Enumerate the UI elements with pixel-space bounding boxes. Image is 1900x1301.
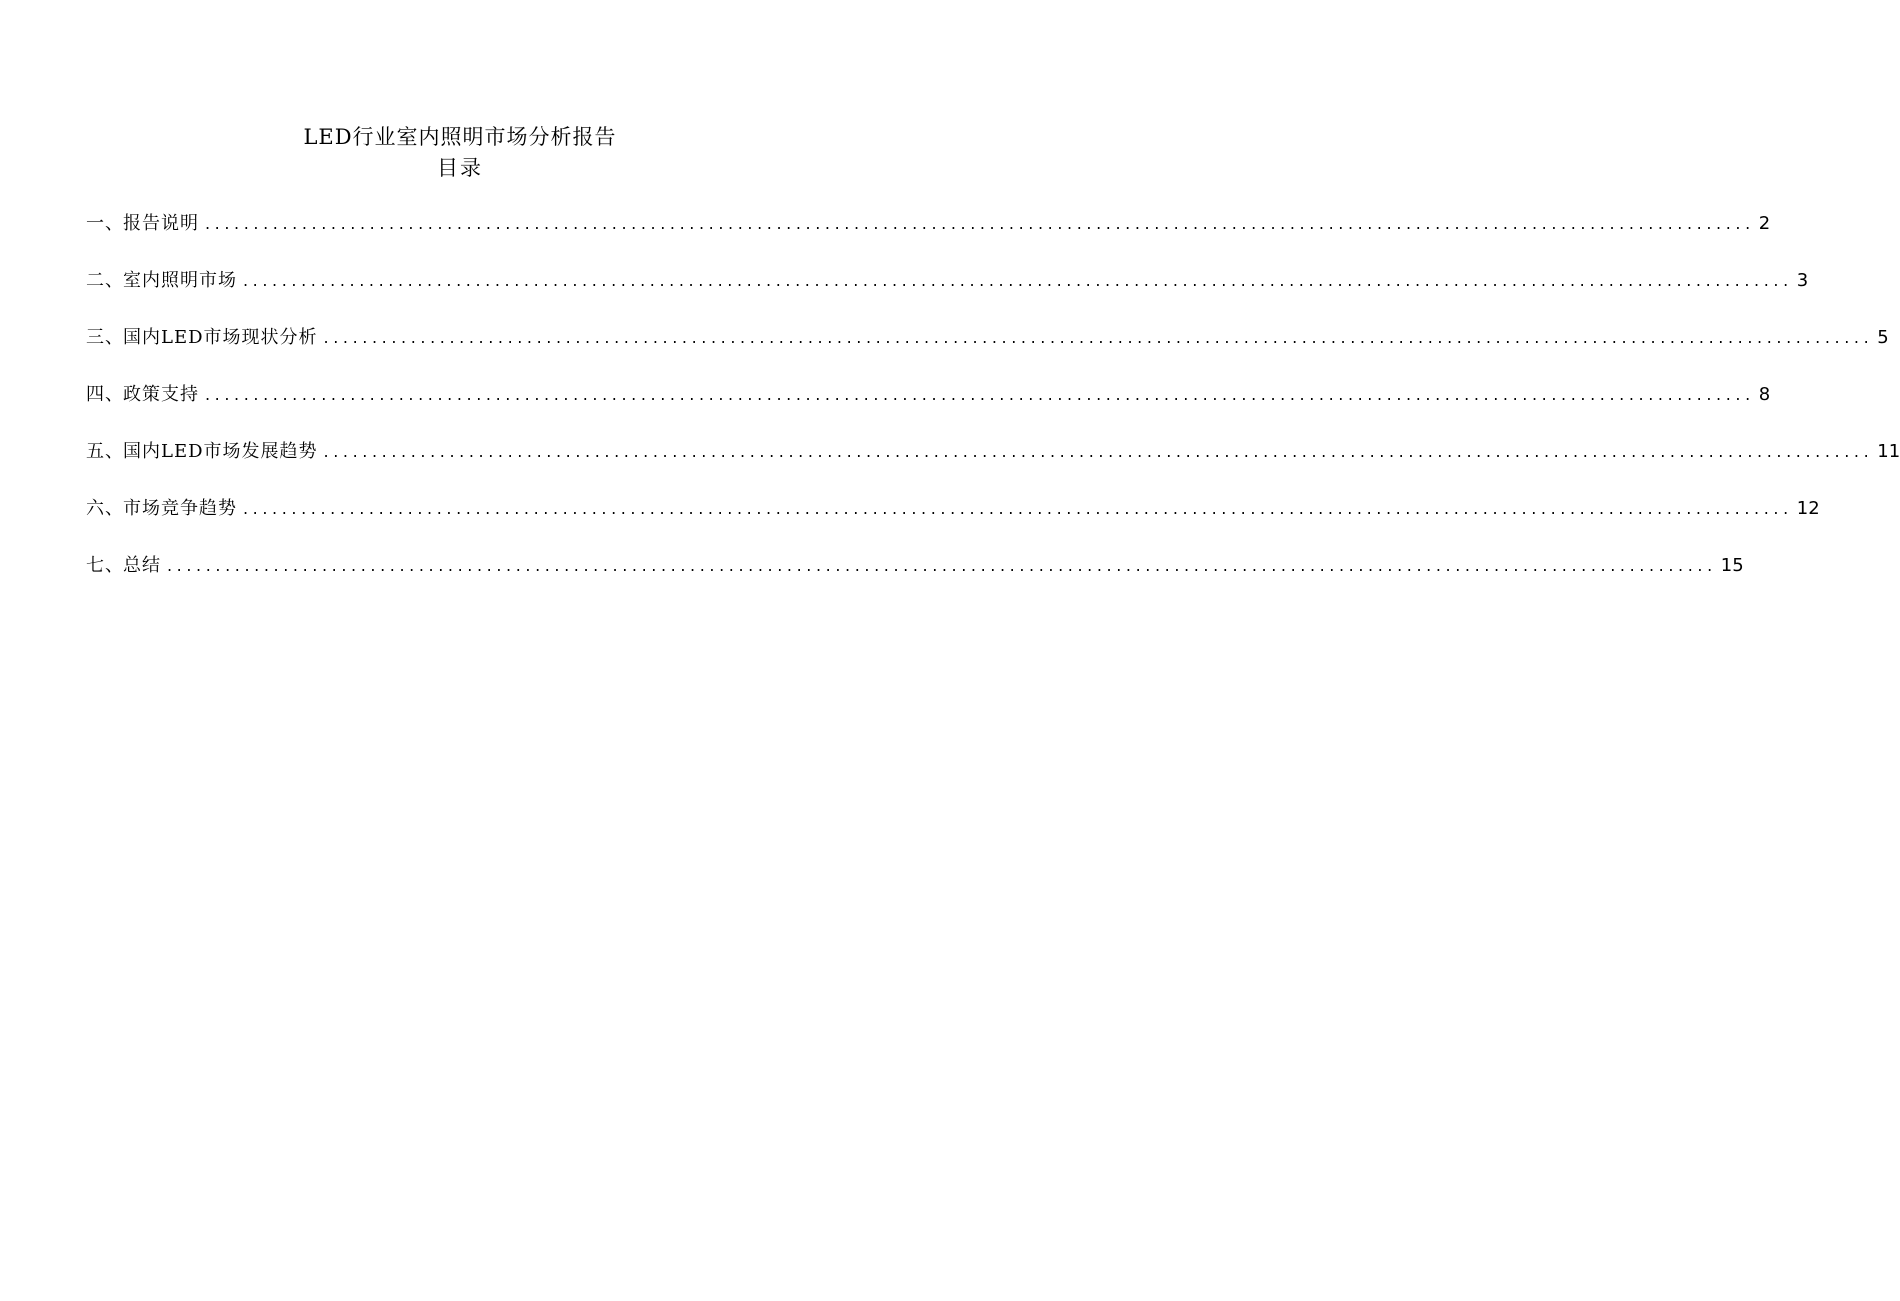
toc-entry-separator: 、 [105, 498, 123, 519]
toc-page-number: 3 [1796, 270, 1809, 291]
toc-entry-6[interactable] [86, 493, 1820, 550]
toc-entry-3[interactable] [86, 322, 1889, 379]
toc-entry-title: 市场竞争趋势 [123, 498, 237, 519]
toc-page-number: 11 [1877, 441, 1900, 462]
toc-entry-separator: 、 [105, 270, 123, 291]
toc-entry-title: 总结 [123, 555, 161, 576]
toc-entry-5[interactable] [86, 436, 1900, 493]
toc-page-number: 5 [1877, 327, 1889, 348]
toc-entry-number: 三 [86, 327, 105, 348]
toc-entry-number: 四 [86, 384, 105, 405]
toc-entry-1[interactable] [86, 208, 1771, 265]
table-of-contents [86, 208, 1900, 607]
toc-entry-separator: 、 [105, 384, 123, 405]
toc-entry-number: 二 [86, 270, 105, 291]
toc-leader-dots: ................................................................................................................................................................ [167, 556, 1717, 575]
toc-entry-4[interactable] [86, 379, 1771, 436]
toc-leader-dots: ................................................................................................................................................................ [205, 385, 1755, 404]
toc-leader-dots: ................................................................................................................................................................ [243, 271, 1793, 290]
toc-entry-title: 政策支持 [123, 384, 199, 405]
toc-entry-separator: 、 [105, 555, 123, 576]
toc-entry-title: 报告说明 [123, 213, 199, 234]
toc-leader-dots: ................................................................................................................................................................ [323, 442, 1874, 461]
toc-leader-dots: ................................................................................................................................................................ [205, 214, 1755, 233]
toc-entry-separator: 、 [105, 441, 123, 462]
toc-entry-title: 国内LED市场现状分析 [123, 327, 318, 348]
toc-page-number: 2 [1758, 213, 1771, 234]
toc-entry-separator: 、 [105, 327, 123, 348]
toc-page-number: 15 [1720, 555, 1744, 576]
toc-entry-2[interactable] [86, 265, 1809, 322]
toc-entry-7[interactable] [86, 550, 1744, 607]
toc-entry-number: 一 [86, 213, 105, 234]
toc-page-number: 12 [1796, 498, 1820, 519]
toc-entry-number: 五 [86, 441, 105, 462]
toc-heading: 目录 [437, 156, 483, 180]
document-title: LED行业室内照明市场分析报告 [303, 125, 617, 149]
toc-entry-number: 七 [86, 555, 105, 576]
toc-entry-separator: 、 [105, 213, 123, 234]
toc-entry-number: 六 [86, 498, 105, 519]
toc-entry-title: 室内照明市场 [123, 270, 237, 291]
toc-leader-dots: ................................................................................................................................................................ [323, 328, 1874, 347]
toc-page-number: 8 [1758, 384, 1771, 405]
toc-leader-dots: ................................................................................................................................................................ [243, 499, 1793, 518]
toc-entry-title: 国内LED市场发展趋势 [123, 441, 318, 462]
